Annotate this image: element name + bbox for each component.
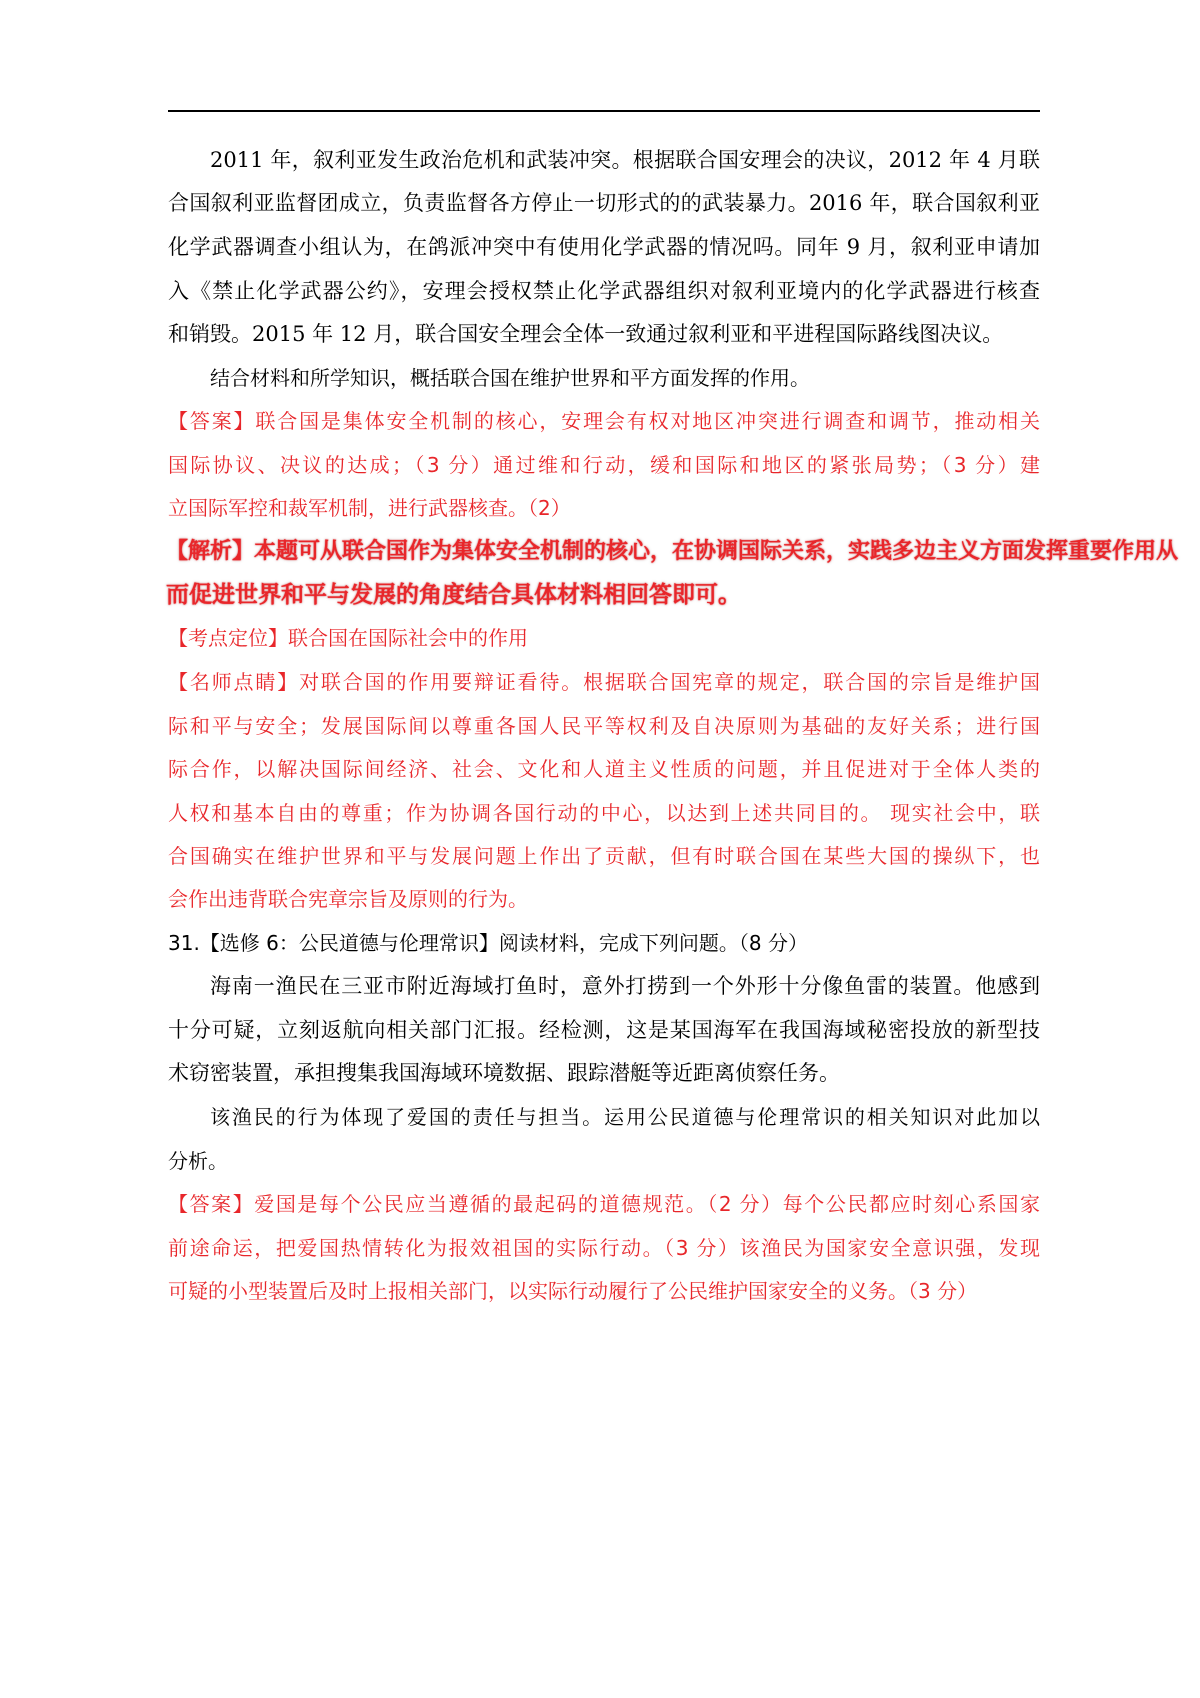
q30-mingshi-line: 会作出违背联合宪章宗旨及原则的行为。	[168, 887, 528, 911]
q30-material-line: 化学武器调查小组认为，在鸽派冲突中有使用化学武器的情况吗。同年 9 月，叙利亚申请加	[168, 235, 1040, 259]
q31-heading: 31.【选修 6：公民道德与伦理常识】阅读材料，完成下列问题。（8 分）	[168, 931, 808, 955]
q30-material-line: 和销毁。2015 年 12 月，联合国安全理会全体一致通过叙利亚和平进程国际路线图决议。	[168, 322, 1004, 346]
q31-question-line: 分析。	[168, 1149, 228, 1173]
q30-material-line: 合国叙利亚监督团成立，负责监督各方停止一切形式的的武装暴力。2016 年，联合国叙利亚	[168, 191, 1040, 215]
q31-material-line: 十分可疑，立刻返航向相关部门汇报。经检测，这是某国海军在我国海域秘密投放的新型技	[168, 1018, 1040, 1042]
q30-mingshi-line: 际合作，以解决国际间经济、社会、文化和人道主义性质的问题，并且促进对于全体人类的	[168, 757, 1040, 781]
q30-kaodian: 【考点定位】联合国在国际社会中的作用	[168, 626, 528, 650]
q30-answer-line: 立国际军控和裁军机制，进行武器核查。（2）	[168, 496, 571, 520]
q30-material-line: 2011 年，叙利亚发生政治危机和武装冲突。根据联合国安理会的决议，2012 年 4 月联	[210, 148, 1040, 172]
q31-material-line: 海南一渔民在三亚市附近海域打鱼时，意外打捞到一个外形十分像鱼雷的装置。他感到	[210, 974, 1040, 998]
q31-answer-line: 【答案】爱国是每个公民应当遵循的最起码的道德规范。（2 分）每个公民都应时刻心系国家	[168, 1192, 1040, 1216]
q30-material-line: 入《禁止化学武器公约》，安理会授权禁止化学武器组织对叙利亚境内的化学武器进行核查	[168, 279, 1040, 303]
q30-mingshi-line: 际和平与安全；发展国际间以尊重各国人民平等权利及自决原则为基础的友好关系；进行国	[168, 714, 1040, 738]
header-rule	[168, 110, 1040, 112]
q30-answer-line: 【答案】联合国是集体安全机制的核心，安理会有权对地区冲突进行调查和调节，推动相关	[168, 409, 1040, 433]
q30-analysis-line: 而促进世界和平与发展的角度结合具体材料相回答即可。	[166, 582, 741, 608]
q30-mingshi-line: 合国确实在维护世界和平与发展问题上作出了贡献，但有时联合国在某些大国的操纵下，也	[168, 844, 1040, 868]
q31-question-line: 该渔民的行为体现了爱国的责任与担当。运用公民道德与伦理常识的相关知识对此加以	[210, 1105, 1040, 1129]
q30-mingshi-line: 【名师点睛】对联合国的作用要辩证看待。根据联合国宪章的规定，联合国的宗旨是维护国	[168, 670, 1040, 694]
q30-answer-line: 国际协议、决议的达成；（3 分）通过维和行动，缓和国际和地区的紧张局势；（3 分）建	[168, 453, 1040, 477]
q30-question: 结合材料和所学知识，概括联合国在维护世界和平方面发挥的作用。	[210, 366, 810, 390]
q30-mingshi-line: 人权和基本自由的尊重；作为协调各国行动的中心，以达到上述共同目的。 现实社会中，联	[168, 801, 1040, 825]
q31-answer-line: 前途命运，把爱国热情转化为报效祖国的实际行动。（3 分）该渔民为国家安全意识强，发现	[168, 1236, 1040, 1260]
q30-analysis-line: 【解析】本题可从联合国作为集体安全机制的核心，在协调国际关系，实践多边主义方面发挥重要作用从	[166, 539, 1179, 564]
q31-material-line: 术窃密装置，承担搜集我国海域环境数据、跟踪潜艇等近距离侦察任务。	[168, 1061, 840, 1085]
q31-answer-line: 可疑的小型装置后及时上报相关部门，以实际行动履行了公民维护国家安全的义务。（3 分）	[168, 1279, 978, 1303]
